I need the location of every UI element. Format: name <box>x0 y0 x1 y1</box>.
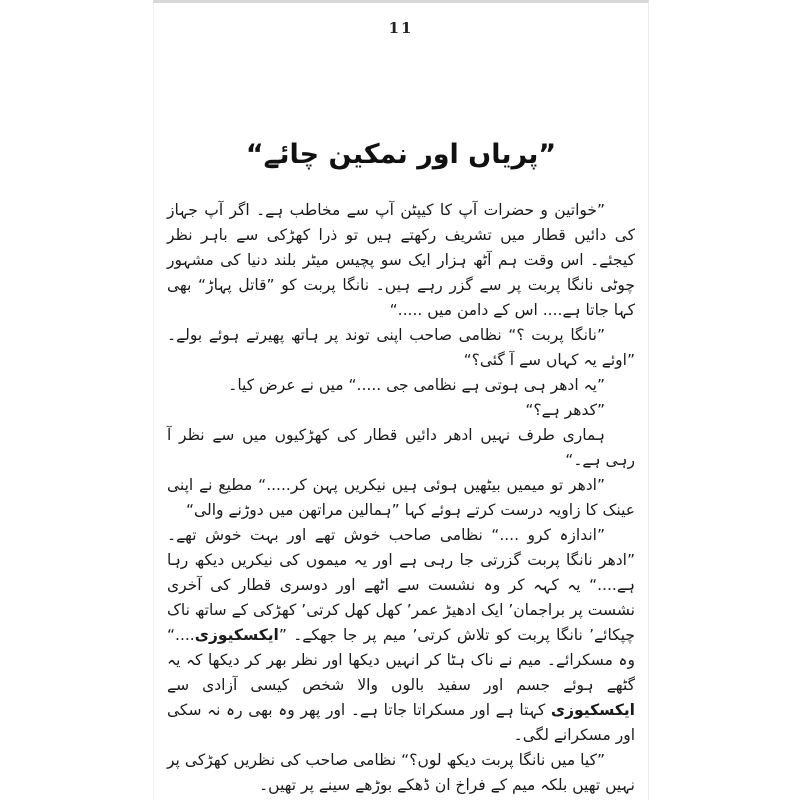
paragraph <box>167 748 635 798</box>
paragraph <box>167 373 635 398</box>
page-number: 11 <box>388 19 414 37</box>
text-run: ”خواتین و حضرات آپ کا کیپٹن آپ سے مخاطب ہے۔ اگر آپ جہاز کی دائیں قطار میں تشریف رکھتے ہیں تو ذرا کھڑکی سے باہر نظر کیجئے۔ اس وقت ہم آٹھ ہزار ایک سو پچیس میٹر بلند دنیا کی مشہور چوٹی نانگا پربت پر سے گزر رہے ہیں۔ نانگا پربت کو ”قاتل پہاڑ“ بھی کہا جاتا ہے.... اس کے دامن میں .....“ <box>167 201 635 319</box>
emphasized-word: ایکسکیوزی <box>194 626 279 644</box>
chapter-title: ”پریاں اور نمکین چائے“ <box>245 139 557 170</box>
text-run: ”نانگا پربت ؟“ نظامی صاحب اپنی توند پر ہاتھ پھیرتے ہوئے بولے۔ ”اوئے یہ کہاں سے آ گئی؟“ <box>167 326 635 369</box>
text-run: کہتا ہے اور مسکراتا جاتا ہے۔ اور پھر وہ بھی رہ نہ سکی اور مسکرانے لگی۔ <box>167 701 635 744</box>
book-page <box>153 0 649 800</box>
paragraph <box>167 398 635 423</box>
emphasized-word: ایکسکیوزی <box>550 701 635 719</box>
paragraph <box>167 473 635 523</box>
text-run: ہماری طرف نہیں ادھر دائیں قطار کی کھڑکیوں میں سے نظر آ رہی ہے۔“ <box>167 426 635 469</box>
text-run: ”کدھر ہے؟“ <box>525 401 605 419</box>
text-run: ”کیا میں نانگا پربت دیکھ لوں؟“ نظامی صاحب کی نظریں کھڑکی پر نہیں تھیں بلکہ میم کے فراخ ان ڈھکے بوڑھے سینے پر تھیں۔ <box>167 751 635 794</box>
text-run: ”یہ ادھر ہی ہوتی ہے نظامی جی .....“ میں نے عرض کیا۔ <box>228 376 605 394</box>
paragraph <box>167 323 635 373</box>
paragraph <box>167 523 635 748</box>
text-run: ”اندازہ کرو ....“ نظامی صاحب خوش تھے اور بہت خوش تھے۔ ”ادھر نانگا پربت گزرتی جا رہی ہے اور یہ میموں کی نیکریں دیکھ رہا ہے....“ یہ کہہ کر وہ نشست سے اٹھے اور دوسری قطار کی آخری نشست پر براجمان’ ایک ادھیڑ عمر’ کھل کھل کرتی’ کھڑکی کے ساتھ ناک چپکائے’ نانگا پربت کو تلاش کرتی’ میم پر جا جھکے۔ ” <box>167 526 635 644</box>
text-run: ....“ وہ مسکرائے۔ میم نے ناک ہٹا کر انہیں دیکھا اور نظر بھر کر دیکھا کہ یہ گٹھے ہوئے جسم اور سفید بالوں والا شخص کیسی آزادی سے <box>167 626 635 694</box>
paragraph <box>167 423 635 473</box>
text-run: ”ادھر تو میمیں بیٹھیں ہوئی ہیں نیکریں پہن کر.....“ مطیع نے اپنی عینک کا زاویہ درست کرتے ہوئے کہا ”ہمالین مراتھن میں دوڑنے والی“ <box>167 476 635 519</box>
text-block <box>167 198 635 798</box>
paragraph <box>167 198 635 323</box>
